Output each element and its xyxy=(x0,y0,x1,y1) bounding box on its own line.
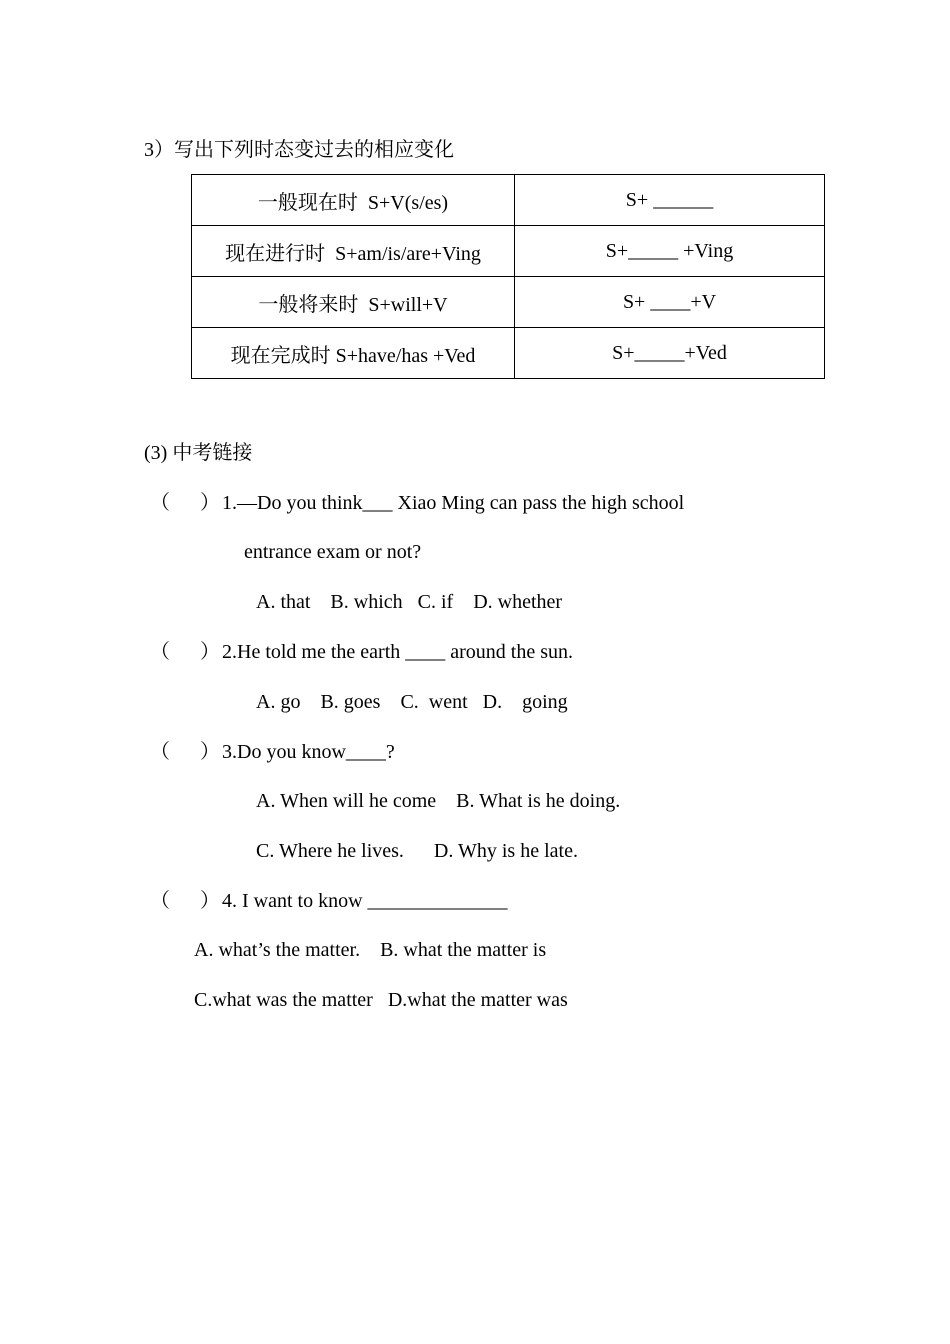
tense-change-table xyxy=(191,174,825,379)
table-row xyxy=(192,277,825,328)
table-row xyxy=(192,328,825,379)
past-form-cell: S+_____ +Ving xyxy=(515,226,825,277)
past-form-cell: S+ ____+V xyxy=(515,277,825,328)
answer-options: A. that B. which C. if D. whether xyxy=(256,591,563,613)
answer-bracket: （ ） xyxy=(150,492,220,514)
question-stem: 2.He told me the earth ____ around the sun. xyxy=(222,641,574,663)
table-row xyxy=(192,226,825,277)
answer-bracket: （ ） xyxy=(150,890,220,912)
table-row xyxy=(192,175,825,226)
question-stem: 1.—Do you think___ Xiao Ming can pass the high school xyxy=(222,492,685,514)
answer-bracket: （ ） xyxy=(150,741,220,763)
answer-options: C. Where he lives. D. Why is he late. xyxy=(256,840,578,862)
section-heading-tense-change: 3）写出下列时态变过去的相应变化 xyxy=(144,139,454,161)
past-form-cell: S+ ______ xyxy=(515,175,825,226)
tense-cell: 现在进行时 S+am/is/are+Ving xyxy=(192,226,515,277)
question-stem-continued: entrance exam or not? xyxy=(244,541,422,563)
past-form-cell: S+_____+Ved xyxy=(515,328,825,379)
question-stem: 4. I want to know ______________ xyxy=(222,890,508,912)
answer-options: C.what was the matter D.what the matter was xyxy=(194,989,568,1011)
section-heading-exam-link: (3) 中考链接 xyxy=(144,442,253,464)
answer-options: A. When will he come B. What is he doing. xyxy=(256,790,621,812)
answer-bracket: （ ） xyxy=(150,641,220,663)
answer-options: A. go B. goes C. went D. going xyxy=(256,691,568,713)
question-stem: 3.Do you know____? xyxy=(222,741,395,763)
tense-cell: 现在完成时 S+have/has +Ved xyxy=(192,328,515,379)
tense-cell: 一般现在时 S+V(s/es) xyxy=(192,175,515,226)
answer-options: A. what’s the matter. B. what the matter is xyxy=(194,939,547,961)
tense-cell: 一般将来时 S+will+V xyxy=(192,277,515,328)
